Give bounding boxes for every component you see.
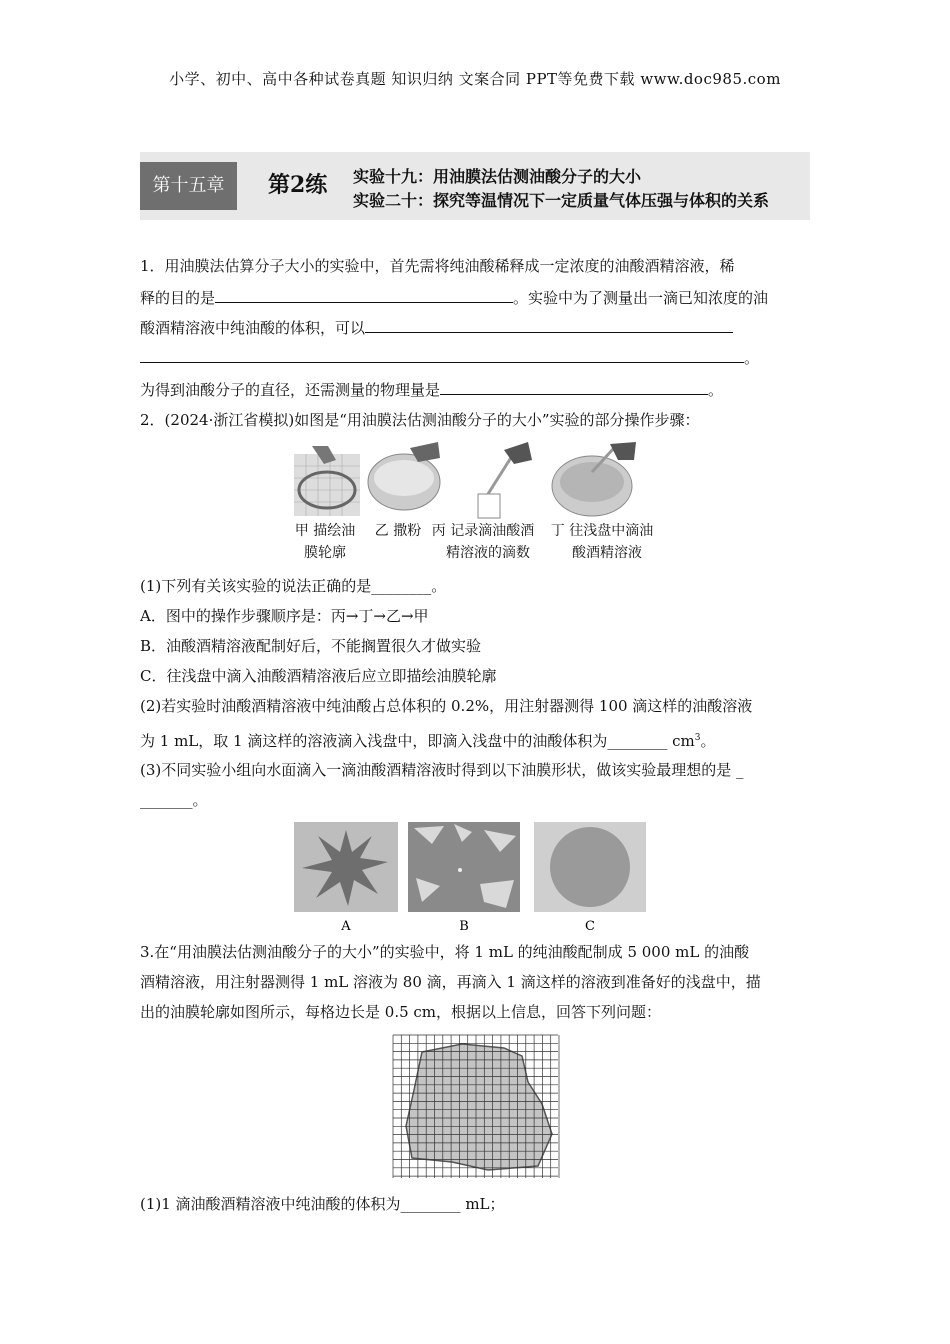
caption-ding-line-1: 丁 往浅盘中滴油 xyxy=(550,523,654,539)
q1-line-2 xyxy=(140,286,768,308)
q1-blank-3 xyxy=(440,378,708,395)
film-shape-c xyxy=(534,822,646,912)
q1-line-5-end: 。 xyxy=(708,381,724,399)
q2-option-a: A．图中的操作步骤顺序是：丙→丁→乙→甲 xyxy=(140,607,429,625)
film-shape-b xyxy=(408,822,520,912)
chapter-banner xyxy=(140,152,810,220)
q2-option-c: C．往浅盘中滴入油酸酒精溶液后应立即描绘油膜轮廓 xyxy=(140,667,497,685)
page-watermark: 小学、初中、高中各种试卷真题 知识归纳 文案合同 PPT等免费下载 www.doc985.com xyxy=(169,70,781,88)
oil-film-shapes-figure xyxy=(294,822,654,942)
q1-line-4-end: 。 xyxy=(744,349,760,367)
caption-ding-line-2: 酸酒精溶液 xyxy=(572,545,642,561)
q1-blank-2 xyxy=(365,316,733,333)
step-bing-image xyxy=(478,442,532,518)
q2-part-3-line-1: (3)不同实验小组向水面滴入一滴油酸酒精溶液时得到以下油膜形状，做该实验最理想的是 _ xyxy=(140,761,744,779)
caption-ding xyxy=(542,520,662,564)
film-label-c: C xyxy=(585,919,595,934)
q1-blank-2-cont xyxy=(140,346,744,363)
square-grid xyxy=(393,1035,559,1178)
caption-jia xyxy=(294,520,356,564)
practice-label: 第2练 xyxy=(268,172,328,198)
oil-film-grid-figure xyxy=(392,1034,560,1180)
film-label-b: B xyxy=(459,919,469,934)
q1-line-3-text: 酸酒精溶液中纯油酸的体积，可以 xyxy=(140,319,366,337)
q3-part-1: (1)1 滴油酸酒精溶液中纯油酸的体积为________ mL； xyxy=(140,1195,505,1213)
caption-bing-line-2: 精溶液的滴数 xyxy=(446,545,530,561)
q2-stem: 2．(2024·浙江省模拟)如图是“用油膜法估测油酸分子的大小”实验的部分操作步骤： xyxy=(140,411,700,429)
q1-line-5-start: 为得到油酸分子的直径，还需测量的物理量是 xyxy=(140,381,441,399)
q3-line-3: 出的油膜轮廓如图所示，每格边长是 0.5 cm，根据以上信息，回答下列问题： xyxy=(140,1003,662,1021)
banner-title-2: 实验二十：探究等温情况下一定质量气体压强与体积的关系 xyxy=(353,191,770,210)
q2-part-2-text: 为 1 mL，取 1 滴这样的溶液滴入浅盘中，即滴入浅盘中的油酸体积为________ cm xyxy=(140,732,695,750)
q2-option-b: B．油酸酒精溶液配制好后，不能搁置很久才做实验 xyxy=(140,637,482,655)
step-ding-image xyxy=(552,442,636,516)
experiment-steps-figure xyxy=(292,442,672,522)
q2-part-3-line-2: _______。 xyxy=(140,791,208,809)
q2-part-1: (1)下列有关该实验的说法正确的是________。 xyxy=(140,577,447,595)
caption-jia-line-1: 甲 描绘油 xyxy=(294,523,356,539)
q1-line-4 xyxy=(140,346,759,368)
q2-part-2-end: 。 xyxy=(700,732,716,750)
q1-blank-1 xyxy=(215,286,513,303)
q1-line-3 xyxy=(140,316,733,338)
q1-line-5 xyxy=(140,378,723,400)
step-jia-image xyxy=(294,446,360,516)
caption-jia-line-2: 膜轮廓 xyxy=(304,545,346,561)
caption-yi: 乙 撒粉 xyxy=(374,523,422,539)
chapter-label: 第十五章 xyxy=(140,162,237,210)
q1-line-1: 1．用油膜法估算分子大小的实验中，首先需将纯油酸稀释成一定浓度的油酸酒精溶液，稀 xyxy=(140,257,735,275)
q3-line-2: 酒精溶液，用注射器测得 1 mL 溶液为 80 滴，再滴入 1 滴这样的溶液到准备好的浅盘中，描 xyxy=(140,973,761,991)
caption-bing xyxy=(427,520,539,564)
q1-line-2-end: 。实验中为了测量出一滴已知浓度的油 xyxy=(513,289,769,307)
banner-title-1: 实验十九：用油膜法估测油酸分子的大小 xyxy=(353,167,642,186)
q1-line-2-start: 释的目的是 xyxy=(140,289,216,307)
film-label-a: A xyxy=(341,919,351,934)
film-shape-a xyxy=(294,822,398,912)
q2-part-2-line-1: (2)若实验时油酸酒精溶液中纯油酸占总体积的 0.2%，用注射器测得 100 滴这样的油酸溶液 xyxy=(140,697,753,715)
q2-part-2-line-2 xyxy=(140,728,716,751)
q2-part-2-sup: 3 xyxy=(694,733,701,743)
caption-bing-line-1: 丙 记录滴油酸酒 xyxy=(431,523,535,539)
q3-line-1: 3.在“用油膜法估测油酸分子的大小”的实验中，将 1 mL 的纯油酸配制成 5 000 mL 的油酸 xyxy=(140,943,750,961)
step-yi-image xyxy=(368,442,440,510)
